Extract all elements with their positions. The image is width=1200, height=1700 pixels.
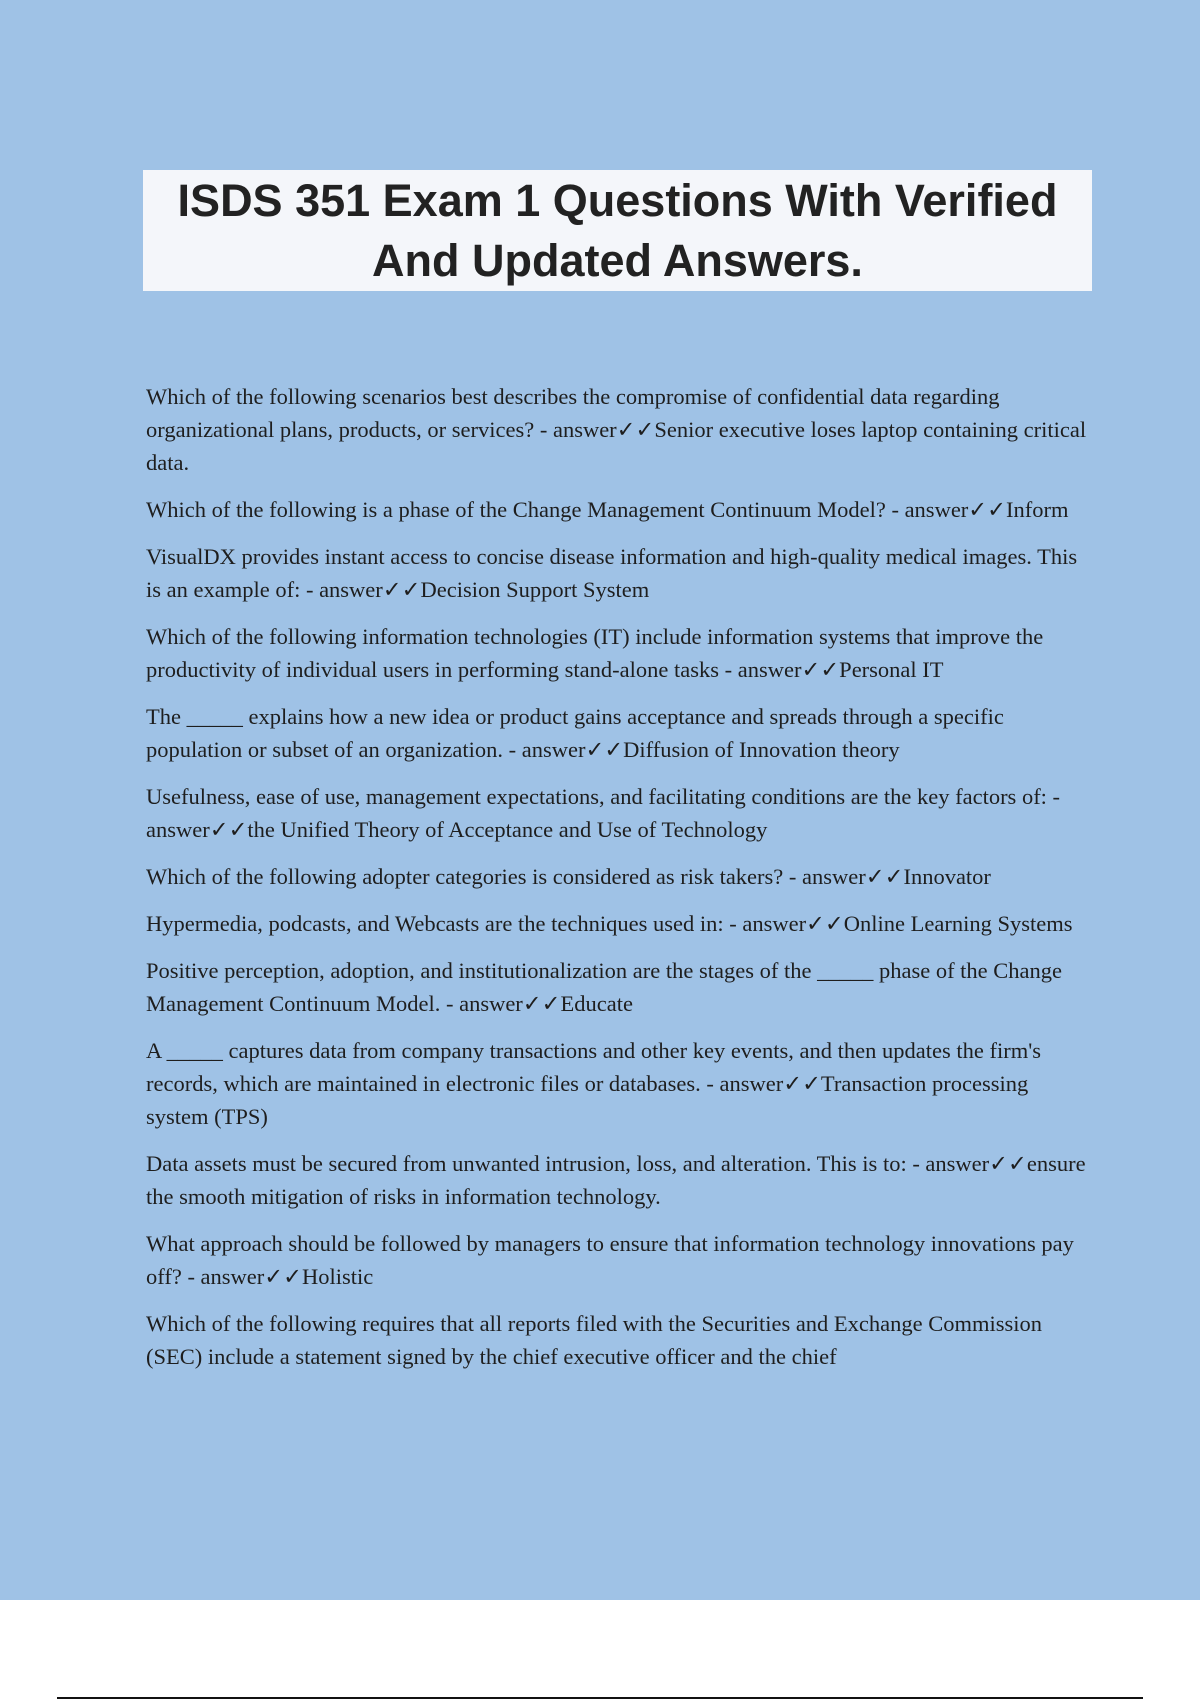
question-item: Which of the following requires that all reports filed with the Securities and Exchange Commission (SEC) include a statement signed by the chief executive officer and the chief bbox=[146, 1311, 1043, 1369]
question-item: Which of the following information technologies (IT) include information systems that improve the productivity of individual users in performing stand-alone tasks - answer✓✓Personal IT bbox=[146, 624, 1044, 682]
question-item: A _____ captures data from company transactions and other key events, and then updates the firm's records, which are maintained in electronic files or databases. - answer✓✓Transaction processing system (TPS) bbox=[146, 1038, 1042, 1129]
question-item: Usefulness, ease of use, management expectations, and facilitating conditions are the key factors of: - answer✓✓the Unified Theory of Acceptance and Use of Technology bbox=[146, 784, 1061, 842]
question-item: Which of the following scenarios best describes the compromise of confidential data regarding organizational plans, products, or services? - answer✓✓Senior executive loses laptop containing critical data. bbox=[146, 384, 1087, 475]
question-item: Which of the following adopter categories is considered as risk takers? - answer✓✓Innovator bbox=[146, 864, 991, 889]
question-item: Which of the following is a phase of the Change Management Continuum Model? - answer✓✓Inform bbox=[146, 497, 1069, 522]
footer-divider bbox=[57, 1697, 1143, 1699]
question-list bbox=[146, 380, 1092, 1387]
question-item: VisualDX provides instant access to concise disease information and high-quality medical images. This is an example of: - answer✓✓Decision Support System bbox=[146, 544, 1078, 602]
question-item: Positive perception, adoption, and institutionalization are the stages of the _____ phase of the Change Management Continuum Model. - answer✓✓Educate bbox=[146, 958, 1063, 1016]
question-item: What approach should be followed by managers to ensure that information technology innovations pay off? - answer✓✓Holistic bbox=[146, 1231, 1074, 1289]
question-item: The _____ explains how a new idea or product gains acceptance and spreads through a specific population or subset of an organization. - answer✓✓Diffusion of Innovation theory bbox=[146, 704, 1004, 762]
document-title: ISDS 351 Exam 1 Questions With Verified And Updated Answers. bbox=[177, 174, 1058, 286]
question-item: Data assets must be secured from unwanted intrusion, loss, and alteration. This is to: - answer✓✓ensure the smooth mitigation of risks in information technology. bbox=[146, 1151, 1086, 1209]
question-item: Hypermedia, podcasts, and Webcasts are the techniques used in: - answer✓✓Online Learning Systems bbox=[146, 911, 1073, 936]
title-banner bbox=[143, 170, 1092, 291]
